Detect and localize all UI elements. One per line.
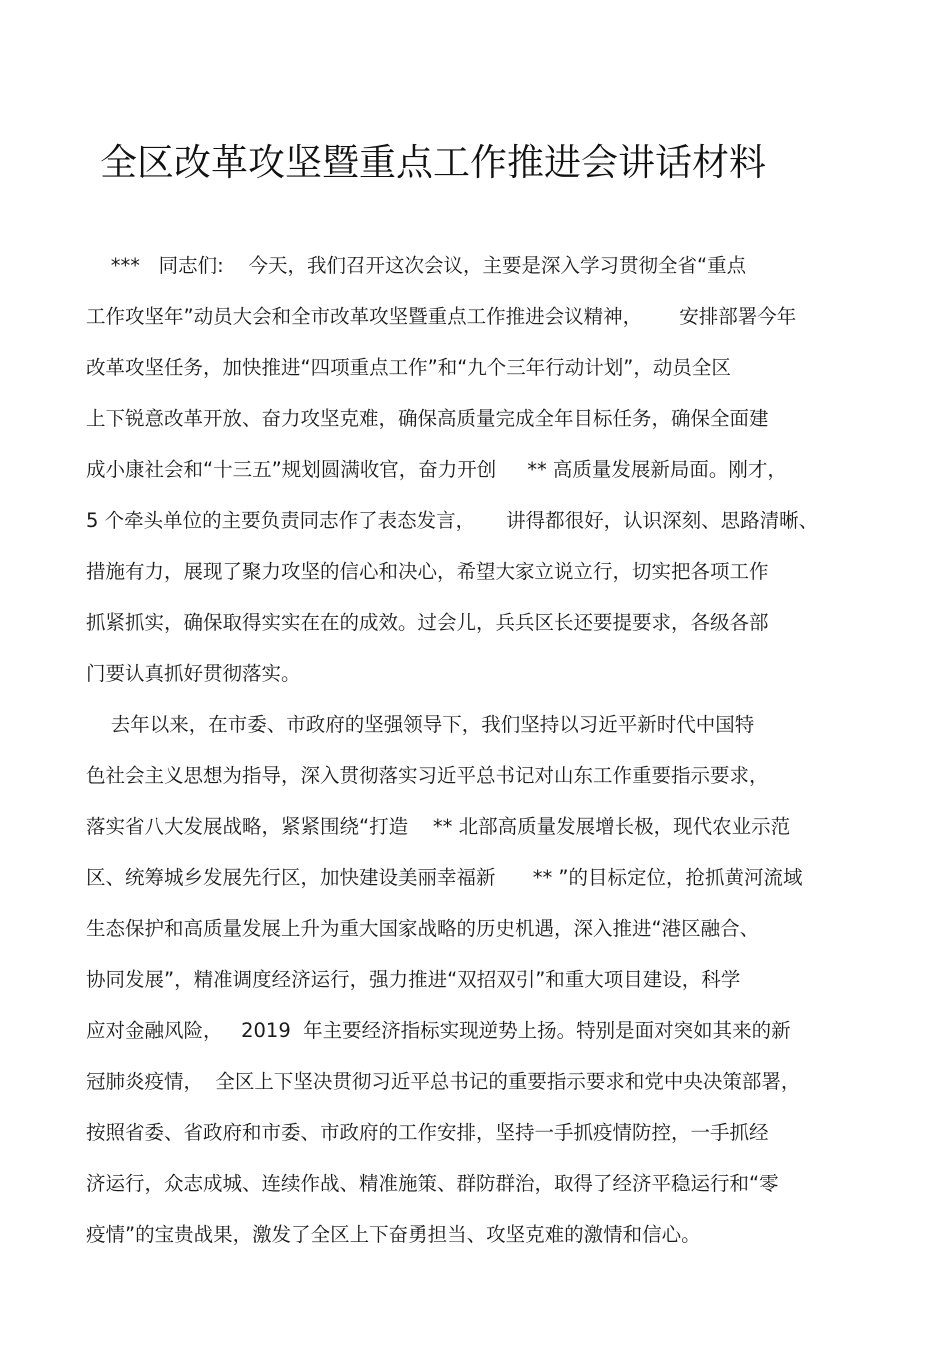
body-line: 落实省八大发展战略，紧紧围绕“打造 ** 北部高质量发展增长极，现代农业示范 [86, 815, 791, 838]
body-line: 生态保护和高质量发展上升为重大国家战略的历史机遇，深入推进“港区融合、 [86, 917, 760, 940]
body-line: 区、统筹城乡发展先行区，加快建设美丽幸福新 ** ”的目标定位，抢抓黄河流域 [86, 866, 803, 889]
body-line: 济运行，众志成城、连续作战、精准施策、群防群治，取得了经济平稳运行和“零 [86, 1172, 779, 1195]
body-line: 成小康社会和“十三五”规划圆满收官，奋力开创 ** 高质量发展新局面。刚才， [86, 458, 787, 481]
body-line: 抓紧抓实，确保取得实实在在的成效。过会儿，兵兵区长还要提要求，各级各部 [86, 611, 769, 634]
body-line: 协同发展”，精准调度经济运行，强力推进“双招双引”和重大项目建设，科学 [86, 968, 741, 991]
body-line: 措施有力，展现了聚力攻坚的信心和决心，希望大家立说立行，切实把各项工作 [86, 560, 769, 583]
body-line: 5 个牵头单位的主要负责同志作了表态发言， 讲得都很好，认识深刻、思路清晰、 [86, 509, 819, 532]
body-line: *** 同志们: 今天，我们召开这次会议，主要是深入学习贯彻全省“重点 [86, 254, 747, 277]
body-line: 工作攻坚年”动员大会和全市改革攻坚暨重点工作推进会议精神， 安排部署今年 [86, 305, 797, 328]
body-line: 按照省委、省政府和市委、市政府的工作安排，坚持一手抓疫情防控，一手抓经 [86, 1121, 769, 1144]
body-line: 冠肺炎疫情， 全区上下坚决贯彻习近平总书记的重要指示要求和党中央决策部署， [86, 1070, 801, 1093]
body-line: 疫情”的宝贵战果，激发了全区上下奋勇担当、攻坚克难的激情和信心。 [86, 1223, 701, 1246]
body-line: 去年以来，在市委、市政府的坚强领导下，我们坚持以习近平新时代中国特 [86, 713, 755, 736]
body-line: 上下锐意改革开放、奋力攻坚克难，确保高质量完成全年目标任务，确保全面建 [86, 407, 769, 430]
document-body [86, 248, 876, 1268]
body-line: 门要认真抓好贯彻落实。 [86, 662, 301, 685]
body-line: 改革攻坚任务，加快推进“四项重点工作”和“九个三年行动计划”，动员全区 [86, 356, 731, 379]
body-line: 色社会主义思想为指导，深入贯彻落实习近平总书记对山东工作重要指示要求， [86, 764, 769, 787]
document-title: 全区改革攻坚暨重点工作推进会讲话材料 [100, 141, 766, 184]
body-line: 应对金融风险， 2019 年主要经济指标实现逆势上扬。特别是面对突如其来的新 [86, 1019, 791, 1042]
